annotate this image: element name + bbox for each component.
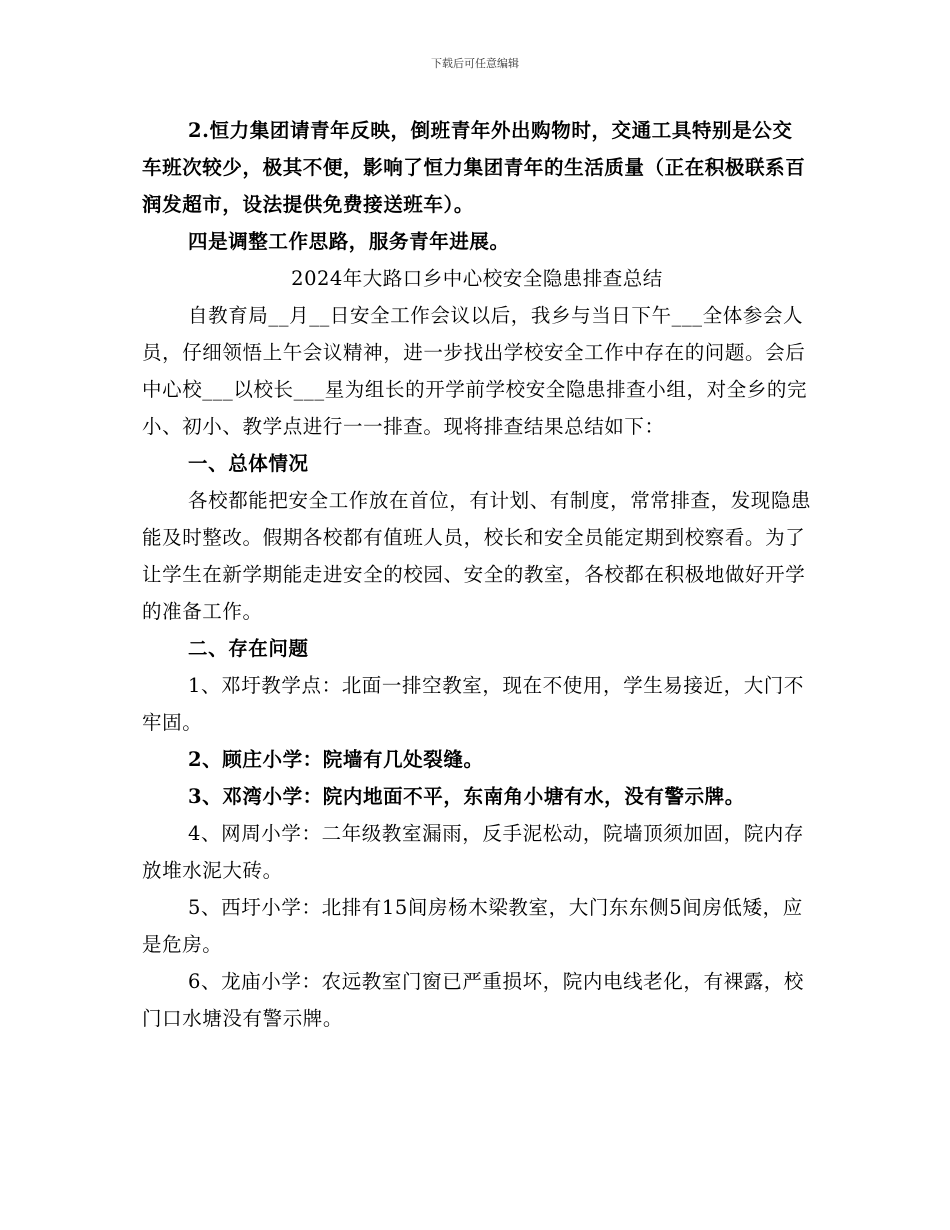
section-heading-overview: 一、总体情况 [188, 452, 309, 475]
problem-item-3: 3、邓湾小学：院内地面不平，东南角小塘有水，没有警示牌。 [188, 785, 745, 808]
problem-item-2: 2、顾庄小学：院墙有几处裂缝。 [188, 748, 484, 771]
problem-item-5: 5、西圩小学：北排有15间房杨木梁教室，大门东东侧5间房低矮，应是危房。 [142, 896, 803, 956]
problem-item-1: 1、邓圩教学点：北面一排空教室，现在不使用，学生易接近，大门不牢固。 [142, 674, 805, 734]
page-header: 下载后可任意编辑 [431, 57, 519, 70]
document-body [142, 112, 812, 1037]
document-title: 2024年大路口乡中心校安全隐患排查总结 [291, 267, 663, 290]
paragraph-overview: 各校都能把安全工作放在首位，有计划、有制度，常常排查，发现隐患能及时整改。假期各校都有值班人员，校长和安全员能定期到校察看。为了让学生在新学期能走进安全的校园、安全的教室，各校都在积极地做好开学的准备工作。 [142, 489, 812, 623]
paragraph-item-2: 2.恒力集团请青年反映，倒班青年外出购物时，交通工具特别是公交车班次较少，极其不便，影响了恒力集团青年的生活质量（正在积极联系百润发超市，设法提供免费接送班车）。 [142, 119, 806, 216]
section-heading-problems: 二、存在问题 [188, 637, 309, 660]
paragraph-intro: 自教育局__月__日安全工作会议以后，我乡与当日下午___全体参会人员，仔细领悟上午会议精神，进一步找出学校安全工作中存在的问题。会后中心校___以校长___星为组长的开学前学校安全隐患排查小组，对全乡的完小、初小、教学点进行一一排查。现将排查结果总结如下： [142, 304, 808, 438]
problem-item-6: 6、龙庙小学：农远教室门窗已严重损坏，院内电线老化，有裸露，校门口水塘没有警示牌。 [142, 970, 805, 1030]
problem-item-4: 4、网周小学：二年级教室漏雨，反手泥松动，院墙顶须加固，院内存放堆水泥大砖。 [142, 822, 805, 882]
paragraph-work-approach: 四是调整工作思路，服务青年进展。 [188, 230, 510, 253]
